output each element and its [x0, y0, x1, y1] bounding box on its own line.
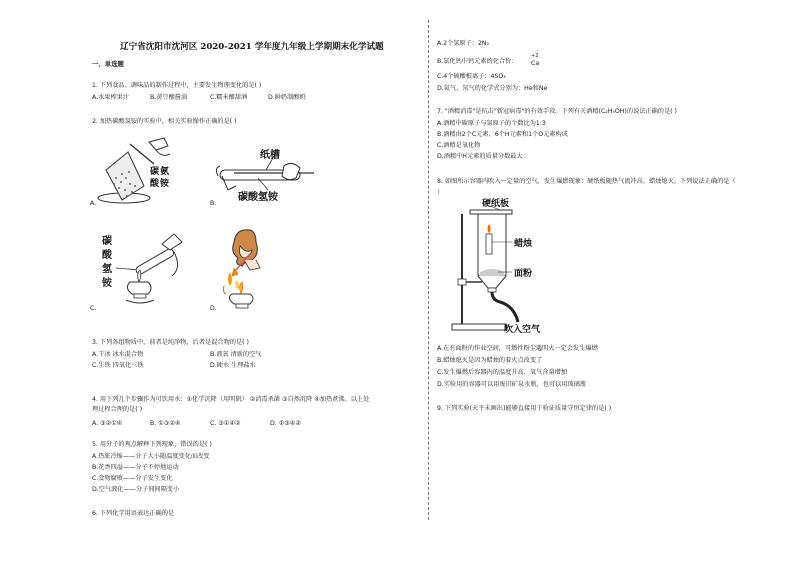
option-b: B.花香四溢——分子不停地运动	[92, 464, 179, 471]
option-d: D.鲜奶制酸奶	[268, 94, 306, 101]
label-char: 氨	[160, 167, 170, 177]
figure-a-powder-into-tube	[94, 134, 194, 206]
option-a: A.酒精中碳原子与氢原子的个数比为1:3	[437, 120, 546, 127]
label-ammonium-bicarbonate: 碳酸氢铵	[238, 192, 278, 203]
figure-c-heating-tube	[96, 228, 196, 312]
question-stem-cont: 理过程合理的是( )	[92, 406, 143, 413]
option-d: D.酒精中H元素的质量分数最大	[437, 153, 523, 160]
question-stem: 3. 下列各组物质中，前者是纯净物，后者是混合物的是( )	[92, 339, 249, 346]
option-a: A.水果榨果汁	[92, 94, 130, 101]
option-c: C.酒精是氧化物	[437, 142, 481, 149]
label-candle: 蜡烛	[514, 239, 533, 249]
option-a: A.在有面粉的作业空间，可燃性粉尘遇明火一定会发生爆燃	[437, 345, 598, 352]
option-c: C.糯米酿甜酒	[210, 94, 248, 101]
label-char: 碳	[102, 236, 112, 247]
label-flour: 面粉	[514, 269, 533, 279]
option-c: C.食物腐败——分子发生变化	[92, 475, 173, 482]
label-char: 酸	[102, 250, 112, 261]
option-a: A.热胀冷缩——分子大小随温度变化而改变	[92, 453, 210, 460]
question-stem: 5. 用分子的观点解释下列现象，错误的是( )	[92, 441, 212, 448]
question-stem: 4. 用下列几个步骤作为可饮用水：①化学沉降（用明矾） ②消毒杀菌 ③自然沉降 ④加热煮沸。以上处	[92, 396, 370, 403]
option-b: B.蜡烛熄灭是因为蜡烛的着火点改变了	[437, 357, 543, 364]
figure-d-smelling	[216, 224, 326, 314]
option-b: B. ①③②④	[150, 420, 181, 427]
option-c: C.4个硫酸根离子：4SO₄	[437, 73, 506, 80]
option-a: A. ③②①④	[92, 420, 123, 427]
figure-a-label: A.	[90, 200, 97, 207]
label-char: 铵	[160, 179, 170, 189]
option-d: D.空气液化——分子间间隔变小	[92, 486, 180, 493]
option-b: B.酒精由2个C元素、6个H元素和1个O元素构成	[437, 131, 568, 138]
page-title: 辽宁省沈阳市沈河区 2020-2021 学年度九年级上学期期末化学试题	[120, 42, 384, 52]
label-cardboard: 硬纸板	[482, 199, 510, 209]
question-6-stem: 6. 下列化学用语表达正确的是	[92, 510, 175, 517]
option-d: D. ①③④②	[270, 420, 301, 427]
option-c: C. ③①④②	[210, 420, 241, 427]
label-char: 酸	[150, 179, 160, 189]
label-paper-trough: 纸槽	[260, 150, 280, 161]
option-b: B.氯化钙中钙元素的化合价：	[437, 58, 518, 65]
question-stem: 2. 加热碳酸氢铵的实验中，相关实验操作正确的是( )	[92, 118, 237, 125]
option-a: A.干冰 冰水混合物	[92, 351, 144, 358]
option-d: D.硬水 生理盐水	[210, 362, 256, 369]
option-a: A.2个氢原子：2N₂	[437, 40, 490, 47]
option-b: B.黄豆酿酱油	[150, 94, 188, 101]
figure-c-label: C.	[90, 305, 97, 312]
option-b-charge: +2	[531, 53, 539, 59]
figure-b-paper-trough	[214, 146, 324, 206]
option-b-formula: Ca	[531, 60, 540, 67]
section-heading: 一、单选题	[92, 60, 124, 68]
figure-d-label: D.	[210, 305, 217, 312]
option-b: B.液氧 清新的空气	[210, 351, 262, 358]
question-stem-cont: ）	[437, 189, 444, 196]
label-char: 碳	[150, 167, 160, 177]
label-char: 氢	[102, 264, 112, 275]
label-blow-air: 吹入空气	[504, 325, 541, 335]
figure-dust-explosion-apparatus	[448, 196, 588, 336]
question-stem: 8. 如图所示容器内吹入一定量的空气，发生爆燃现象：硬纸板随热气流冲高，蜡烛熄灭。下列说法正确的是（	[437, 178, 736, 185]
question-stem: 7. "酒精消毒"是抗击"新冠病毒"的有效手段。下列有关酒精(C₂H₅OH)的说法正确的是( )	[437, 108, 677, 115]
option-d: D.实验用的容器可以用废旧矿泉水瓶，也可以用玻璃瓶	[437, 381, 587, 388]
column-divider	[428, 20, 429, 520]
option-c: C.发生爆燃后容器内的温度升高，氧气含量增加	[437, 369, 568, 376]
option-d: D.氦气、氖气的化学式分别为：He和Ne	[437, 85, 548, 92]
figure-b-label: B.	[210, 200, 217, 207]
question-stem: 1. 下列食品、调味品的制作过程中，主要发生物理变化的是( )	[92, 82, 262, 89]
question-9-stem: 9. 下列实验(天平未画出)能够直接用于验证质量守恒定律的是( )	[437, 405, 612, 412]
label-char: 铵	[102, 278, 112, 289]
option-c: C.生铁 四氧化三铁	[92, 362, 144, 369]
